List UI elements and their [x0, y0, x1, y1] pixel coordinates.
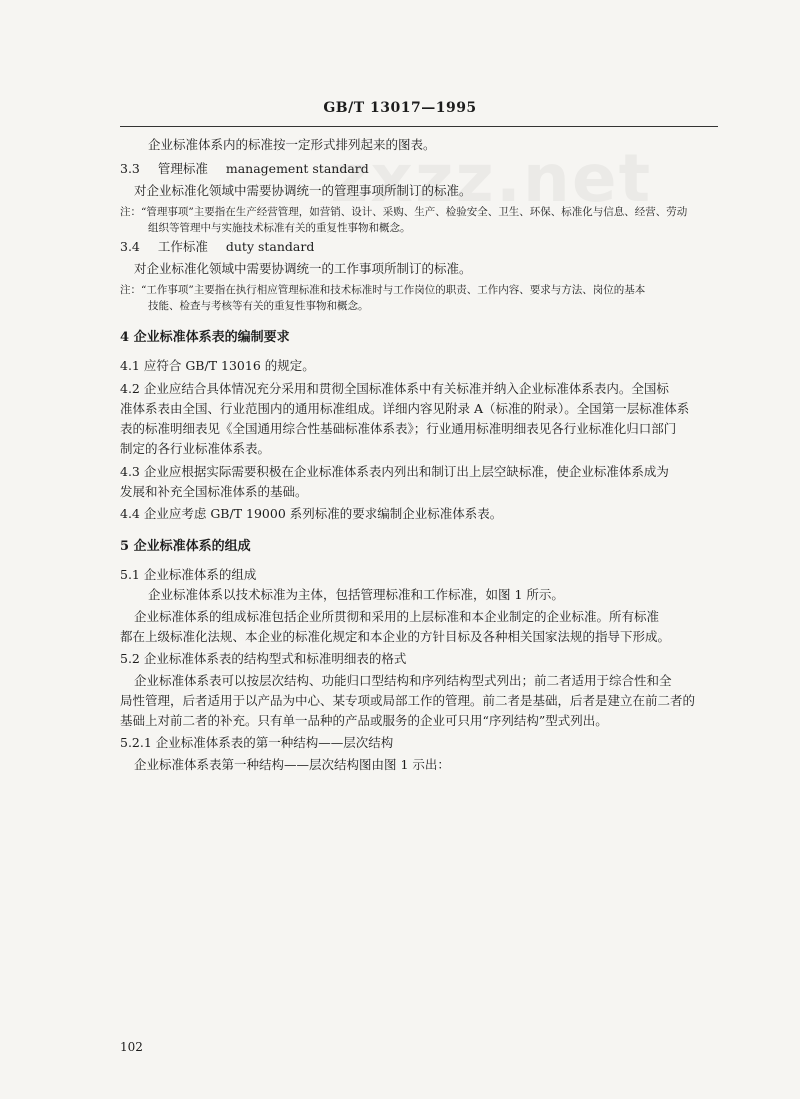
clause-number: 3.4 — [120, 239, 140, 254]
clause-english-term: management standard — [225, 161, 369, 176]
clause-5-1-para-2-line-1: 企业标准体系的组成标准包括企业所贯彻和采用的上层标准和本企业制定的企业标准。所有标准 — [134, 609, 660, 624]
clause-english-term: duty standard — [225, 239, 315, 254]
clause-4-3-line-1: 4.3 企业应根据实际需要积极在企业标准体系表内列出和制订出上层空缺标准，使企业标准体系成为 — [120, 464, 669, 479]
clause-4-3-line-2: 发展和补充全国标准体系的基础。 — [120, 484, 308, 499]
section-4-heading: 4 企业标准体系表的编制要求 — [120, 330, 290, 345]
clause-5-2-heading: 5.2 企业标准体系表的结构型式和标准明细表的格式 — [120, 651, 407, 666]
clause-4-1: 4.1 应符合 GB/T 13016 的规定。 — [120, 358, 315, 373]
clause-3-4-heading — [120, 238, 314, 256]
section-5-heading: 5 企业标准体系的组成 — [120, 539, 251, 554]
clause-5-1-para-2-line-2: 都在上级标准化法规、本企业的标准化规定和本企业的方针目标及各种相关国家法规的指导下形成。 — [120, 629, 671, 644]
clause-number: 3.3 — [120, 161, 140, 176]
clause-5-1-para-1: 企业标准体系以技术标准为主体，包括管理标准和工作标准，如图 1 所示。 — [148, 587, 564, 602]
clause-5-2-para-line-3: 基础上对前二者的补充。只有单一品种的产品或服务的企业可只用“序列结构”型式列出。 — [120, 713, 608, 728]
clause-title: 工作标准 — [157, 239, 208, 254]
clause-5-2-para-line-1: 企业标准体系表可以按层次结构、功能归口型结构和序列结构型式列出；前二者适用于综合性和全 — [134, 673, 672, 688]
definition-tail: 企业标准体系内的标准按一定形式排列起来的图表。 — [148, 137, 436, 152]
note-2-line-2: 技能、检查与考核等有关的重复性事物和概念。 — [148, 300, 369, 312]
clause-5-2-para-line-2: 局性管理，后者适用于以产品为中心、某专项或局部工作的管理。前二者是基础，后者是建立在前二者的 — [120, 693, 696, 708]
note-1-line-1: 注：“管理事项”主要指在生产经营管理，如营销、设计、采购、生产、检验安全、卫生、环保、标准化与信息、经营、劳动 — [120, 206, 688, 218]
clause-3-4-text: 对企业标准化领域中需要协调统一的工作事项所制订的标准。 — [134, 261, 472, 276]
clause-5-2-1-text: 企业标准体系表第一种结构——层次结构图由图 1 示出： — [134, 757, 450, 772]
note-1-line-2: 组织等管理中与实施技术标准有关的重复性事物和概念。 — [148, 222, 411, 234]
clause-3-3-heading — [120, 160, 369, 178]
page-number: 102 — [120, 1040, 143, 1054]
clause-4-2-line-4: 制定的各行业标准体系表。 — [120, 441, 271, 456]
clause-5-2-1-heading: 5.2.1 企业标准体系表的第一种结构——层次结构 — [120, 735, 394, 750]
note-2-line-1: 注：“工作事项”主要指在执行相应管理标准和技术标准时与工作岗位的职责、工作内容、要求与方法、岗位的基本 — [120, 284, 646, 296]
clause-title: 管理标准 — [157, 161, 208, 176]
page-header: GB/T 13017—1995 — [323, 100, 477, 116]
clause-4-2-line-1: 4.2 企业应结合具体情况充分采用和贯彻全国标准体系中有关标准并纳入企业标准体系表内。全国标 — [120, 381, 669, 396]
clause-4-2-line-2: 准体系表由全国、行业范围内的通用标准组成。详细内容见附录 A（标准的附录）。全国第一层标准体系 — [120, 401, 690, 416]
clause-4-4: 4.4 企业应考虑 GB/T 19000 系列标准的要求编制企业标准体系表。 — [120, 506, 503, 521]
header-rule — [120, 126, 718, 127]
clause-3-3-text: 对企业标准化领域中需要协调统一的管理事项所制订的标准。 — [134, 183, 472, 198]
clause-4-2-line-3: 表的标准明细表见《全国通用综合性基础标准体系表》；行业通用标准明细表见各行业标准化归口部门 — [120, 421, 677, 436]
clause-5-1-heading: 5.1 企业标准体系的组成 — [120, 567, 257, 582]
